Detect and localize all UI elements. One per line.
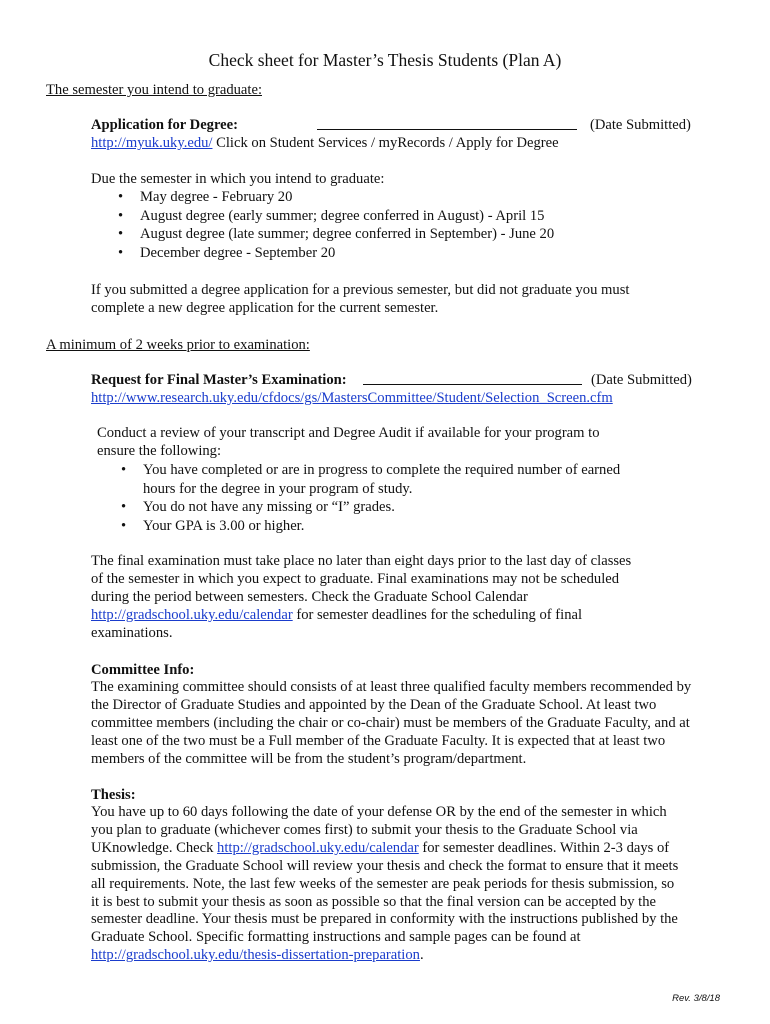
committee-paragraph: The examining committee should consists of at least three qualified faculty members recommended by the Director of Graduate Studies and appointed by the Dean of the Graduate School. At least two committee members (including the chair or co-chair) must be members of the Graduate Faculty, and at least one of the two must be a Full member of the Graduate Faculty. It is expected that at least two members of the committee will be from the student’s program/department. — [91, 679, 692, 767]
myuk-link[interactable]: http://myuk.uky.edu/ — [91, 135, 213, 151]
due-intro: Due the semester in which you intend to graduate: — [91, 171, 385, 187]
list-item: • August degree (late summer; degree conferred in September) - June 20 — [118, 226, 555, 243]
committee-heading: Committee Info: — [91, 662, 195, 678]
masters-committee-link[interactable]: http://www.research.uky.edu/cfdocs/gs/MastersCommittee/Student/Selection_Screen.cfm — [91, 390, 613, 406]
request-link-row — [91, 389, 613, 407]
bullet-icon: • — [121, 517, 127, 534]
bullet-icon: • — [118, 244, 124, 261]
list-item: • You have completed or are in progress to complete the required number of earned — [121, 462, 621, 478]
request-date-blank[interactable] — [363, 371, 582, 385]
application-date-blank[interactable] — [317, 116, 577, 130]
transcript-review-intro: Conduct a review of your transcript and Degree Audit if available for your program to ensure the following: — [97, 425, 600, 459]
bullet-icon: • — [121, 499, 127, 516]
thesis-preparation-link[interactable]: http://gradschool.uky.edu/thesis-dissertation-preparation — [91, 947, 420, 964]
section-heading-two-weeks: A minimum of 2 weeks prior to examination: — [46, 337, 310, 353]
application-for-degree-row — [91, 116, 238, 134]
calendar-link[interactable]: http://gradschool.uky.edu/calendar — [91, 606, 293, 623]
revision-date: Rev. 3/8/18 — [672, 993, 720, 1004]
final-exam-paragraph: The final examination must take place no later than eight days prior to the last day of classes of the semester in which you expect to graduate. Final examinations may not be scheduled during the period between semesters. Check the Graduate School Calendar http://gradschool.uky.edu/calendar for semester deadlines for the scheduling of final examinations. — [91, 553, 632, 641]
section-heading-graduate-semester: The semester you intend to graduate: — [46, 82, 262, 98]
application-label: Application for Degree: — [91, 117, 238, 133]
request-date-note: (Date Submitted) — [591, 372, 692, 388]
review-checklist — [121, 461, 621, 535]
list-item: • December degree - September 20 — [118, 244, 336, 261]
thesis-paragraph: You have up to 60 days following the date of your defense OR by the end of the semester in which you plan to graduate (whichever comes first) to submit your thesis to the Graduate School via UKnowledge. Check http://gradschool.uky.edu/calendar for semester deadlines. Within 2-3 days of submission, the Graduate School will review your thesis and check the format to ensure that it meets all requirements. Note, the last few weeks of the semester are peak periods for thesis submission, so it is best to submit your thesis as soon as possible so that the final version can be accepted by the semester deadline. Your thesis must be prepared in conformity with the instructions published by the Graduate School. Specific formatting instructions and sample pages can be found at http://gradschool.uky.edu/thesis-dissertation-preparation. — [91, 804, 679, 964]
list-item: • May degree - February 20 — [118, 189, 293, 205]
bullet-icon: • — [121, 462, 127, 478]
application-instruction: Click on Student Services / myRecords / Apply for Degree — [212, 135, 559, 151]
list-item: • August degree (early summer; degree conferred in August) - April 15 — [118, 207, 545, 224]
list-item: • You do not have any missing or “I” grades. — [121, 499, 395, 516]
page-title: Check sheet for Master’s Thesis Students (Plan A) — [208, 50, 562, 70]
due-dates-list — [118, 188, 555, 262]
thesis-heading: Thesis: — [91, 787, 136, 803]
bullet-icon: • — [118, 226, 124, 243]
thesis-calendar-link[interactable]: http://gradschool.uky.edu/calendar — [217, 839, 419, 856]
application-date-note: (Date Submitted) — [590, 117, 691, 133]
bullet-icon: • — [118, 189, 124, 205]
request-exam-label: Request for Final Master’s Examination: — [91, 372, 347, 388]
previous-application-note: If you submitted a degree application for a previous semester, but did not graduate you must complete a new degree application for the current semester. — [91, 282, 630, 316]
list-item-continuation: hours for the degree in your program of study. — [143, 480, 413, 497]
list-item: • Your GPA is 3.00 or higher. — [121, 517, 305, 534]
application-link-row — [91, 134, 559, 152]
bullet-icon: • — [118, 207, 124, 224]
